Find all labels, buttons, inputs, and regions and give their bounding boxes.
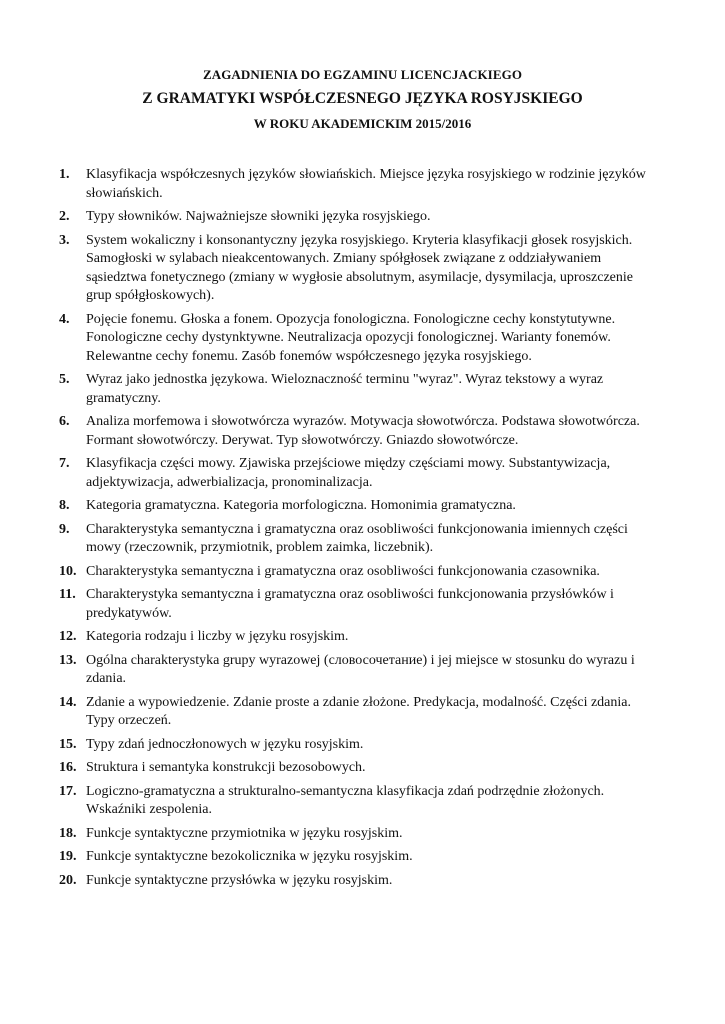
list-item xyxy=(59,783,659,820)
list-item-number: 3. xyxy=(59,232,70,248)
list-item xyxy=(59,694,659,731)
list-item xyxy=(59,208,659,227)
list-item xyxy=(59,628,659,647)
list-item xyxy=(59,166,659,203)
list-item-text: Klasyfikacja części mowy. Zjawiska przejściowe między częściami mowy. Substantywizacja, adjektywizacja, adwerbializacja, pronominalizacja. xyxy=(86,456,611,490)
list-item-number: 5. xyxy=(59,372,70,387)
list-item xyxy=(59,371,659,408)
list-item-text: Charakterystyka semantyczna i gramatyczna oraz osobliwości funkcjonowania imiennych części mowy (rzeczownik, przymiotnik, problem zaimka, liczebnik). xyxy=(86,521,628,555)
list-item-text: Analiza morfemowa i słowotwórcza wyrazów. Motywacja słowotwórcza. Podstawa słowotwórcza. Formant słowotwórczy. Derywat. Typ słowotwórczy. Gniazdo słowotwórcze. xyxy=(86,414,640,448)
list-item-text: Wyraz jako jednostka językowa. Wieloznaczność terminu "wyraz". Wyraz tekstowy a wyraz gramatyczny. xyxy=(86,372,604,406)
list-item xyxy=(59,413,659,450)
list-item-number: 12. xyxy=(59,629,77,644)
list-item-number: 11. xyxy=(59,587,76,602)
list-item-text: Pojęcie fonemu. Głoska a fonem. Opozycja fonologiczna. Fonologiczne cechy konstytutywne. Fonologiczne cechy dystynktywne. Neutralizacja opozycji fonologicznej. Warianty fonemów. Relewantne cechy fonemu. Zasób fonemów współczesnego języka rosyjskiego. xyxy=(86,311,616,364)
list-item-text: Funkcje syntaktyczne bezokolicznika w języku rosyjskim. xyxy=(86,849,413,864)
header-line-2: Z GRAMATYKI WSPÓŁCZESNEGO JĘZYKA ROSYJSKIEGO xyxy=(142,90,583,107)
list-item-number: 9. xyxy=(59,521,70,537)
header-line-1: ZAGADNIENIA DO EGZAMINU LICENCJACKIEGO xyxy=(202,67,523,82)
list-item xyxy=(59,311,659,367)
list-item xyxy=(59,521,659,558)
header-line-3: W ROKU AKADEMICKIM 2015/2016 xyxy=(253,116,472,131)
document-header xyxy=(0,66,725,133)
topics-list xyxy=(59,166,659,895)
list-item xyxy=(59,736,659,755)
list-item-number: 13. xyxy=(59,652,77,668)
list-item xyxy=(59,652,659,689)
list-item-text: Kategoria rodzaju i liczby w języku rosyjskim. xyxy=(86,629,349,644)
list-item-text: Charakterystyka semantyczna i gramatyczna oraz osobliwości funkcjonowania czasownika. xyxy=(86,563,600,579)
list-item-number: 6. xyxy=(59,414,70,429)
list-item-text: Funkcje syntaktyczne przymiotnika w języku rosyjskim. xyxy=(86,825,403,841)
list-item-number: 16. xyxy=(59,760,77,775)
list-item-text: Ogólna charakterystyka grupy wyrazowej (словосочетание) i jej miejsce w stosunku do wyrazu i zdania. xyxy=(86,652,635,686)
list-item-number: 8. xyxy=(59,498,70,513)
list-item-number: 4. xyxy=(59,311,70,327)
list-item xyxy=(59,872,659,891)
list-item-text: Struktura i semantyka konstrukcji bezosobowych. xyxy=(86,760,366,775)
list-item-number: 18. xyxy=(59,825,77,841)
list-item-text: Typy zdań jednoczłonowych w języku rosyjskim. xyxy=(86,736,364,752)
list-item-number: 1. xyxy=(59,167,70,182)
list-item xyxy=(59,848,659,867)
list-item xyxy=(59,759,659,778)
list-item-number: 19. xyxy=(59,849,77,864)
list-item xyxy=(59,497,659,516)
list-item-number: 17. xyxy=(59,783,77,799)
list-item-number: 20. xyxy=(59,872,77,888)
list-item-text: System wokaliczny i konsonantyczny języka rosyjskiego. Kryteria klasyfikacji głosek rosyjskich. Samogłoski w sylabach nieakcentowanych. Zmiany spółgłosek związane z oddziaływaniem sąsiedztwa fonetycznego (zmiany w wygłosie absolutnym, asymilacje, dysymilacja, uproszczenie grup spółgłoskowych). xyxy=(86,232,633,303)
list-item-text: Logiczno-gramatyczna a strukturalno-semantyczna klasyfikacja zdań podrzędnie złożonych. Wskaźniki zespolenia. xyxy=(86,783,605,817)
list-item-text: Kategoria gramatyczna. Kategoria morfologiczna. Homonimia gramatyczna. xyxy=(86,498,516,513)
list-item xyxy=(59,563,659,582)
list-item-number: 7. xyxy=(59,456,70,471)
list-item-text: Klasyfikacja współczesnych języków słowiańskich. Miejsce języka rosyjskiego w rodzinie języków słowiańskich. xyxy=(86,167,646,201)
list-item-text: Funkcje syntaktyczne przysłówka w języku rosyjskim. xyxy=(86,872,393,888)
list-item xyxy=(59,232,659,306)
list-item xyxy=(59,455,659,492)
list-item-text: Typy słowników. Najważniejsze słowniki języka rosyjskiego. xyxy=(86,209,431,224)
list-item-number: 15. xyxy=(59,736,77,752)
list-item-text: Charakterystyka semantyczna i gramatyczna oraz osobliwości funkcjonowania przysłówków i predykatywów. xyxy=(86,587,614,621)
list-item-text: Zdanie a wypowiedzenie. Zdanie proste a zdanie złożone. Predykacja, modalność. Części zdania. Typy orzeczeń. xyxy=(86,694,631,728)
list-item xyxy=(59,825,659,844)
list-item-number: 2. xyxy=(59,209,70,224)
list-item-number: 10. xyxy=(59,563,77,579)
list-item xyxy=(59,586,659,623)
list-item-number: 14. xyxy=(59,694,77,710)
